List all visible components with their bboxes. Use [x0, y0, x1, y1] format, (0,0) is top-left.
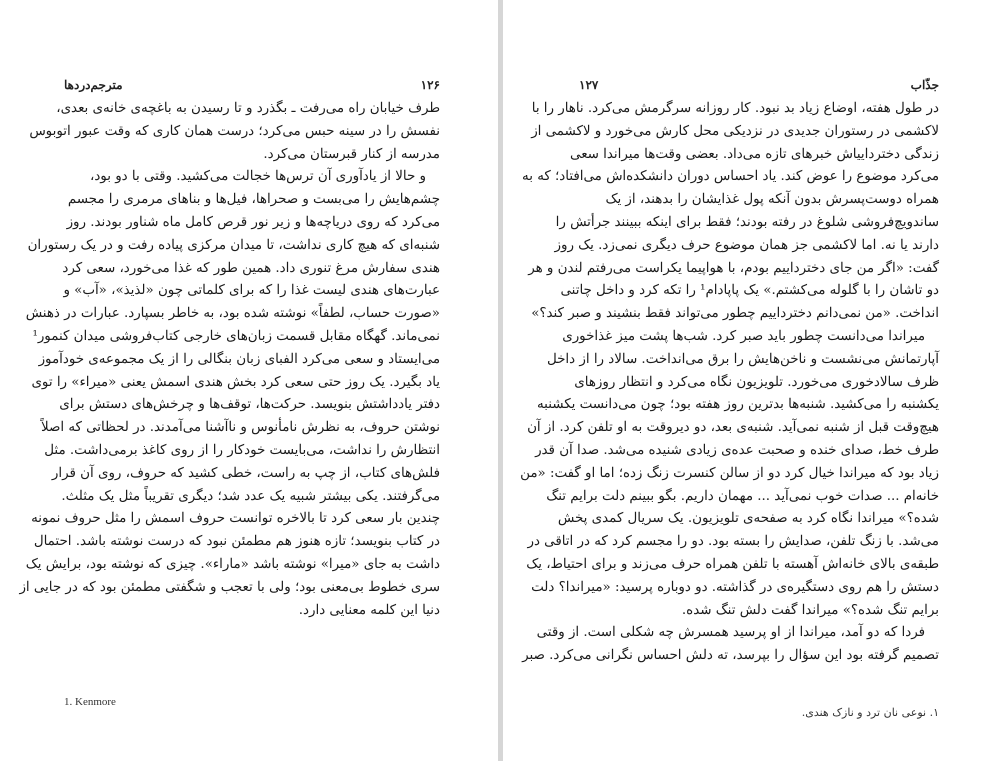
left-running-title: مترجم‌دردها [64, 78, 123, 92]
text-line: طرف خیابان راه می‌رفت ـ بگذرد و تا رسیدن به باغچه‌ی خانه‌ی بعدی، [56, 101, 440, 116]
text-line: چندین بار سعی کرد تا بالاخره توانست حروف اسمش را مثل حروف نمونه [31, 511, 440, 527]
left-page-number: ۱۲۶ [420, 78, 440, 92]
text-line: و حالا از یادآوری آن ترس‌ها خجالت می‌کشید. وقتی با دو بود، [90, 169, 426, 185]
text-line: چشم‌هایش را می‌بست و صحراها، فیل‌ها و بناهای مرمری را مجسم [67, 192, 440, 208]
text-line: ظرف سالادخوری می‌خورد. تلویزیون نگاه می‌کرد و انتظار روزهای [574, 374, 939, 390]
text-line: خانه‌ام ... صدات خوب نمی‌آید ... مهمان داریم. بگو ببینم دلت برایم تنگ [546, 488, 939, 504]
text-line: همراه دوست‌پسرش بدون آنکه پول غذایشان را بدهند، از یک [605, 192, 939, 208]
text-line: فردا که دو آمد، میراندا از او پرسید همسرش چه شکلی است. از وقتی [536, 625, 925, 641]
text-line: در کتاب بنویسد؛ تازه هنوز هم مطمئن نبود که درست نوشته باشد. احتمال [33, 534, 440, 550]
text-line: سری خطوط بی‌معنی بود؛ ولی با تعجب و شگفتی مطمئن بود که در جایی از [19, 579, 440, 595]
text-line: تصمیم گرفته بود این سؤال را بپرسد، ته دلش احساس نگرانی می‌کرد. صبر [522, 648, 939, 664]
text-line: زیاد بود که میراندا خیال کرد دو از سالن کنسرت زنگ زده؛ اما او گفت: «من [520, 465, 939, 481]
left-running-head [64, 76, 440, 94]
text-line: انتظارش را نداشت، می‌بایست خودکار را از روی کاغذ برمی‌داشت. مثل [44, 442, 440, 458]
text-line: شنبه‌ای که هیچ کاری نداشت، تا میدان مرکزی پیاده رفت و در یک رستوران [27, 237, 440, 253]
left-body-text [19, 98, 440, 622]
text-line: برایم تنگ شده؟» میراندا گفت دلش تنگ شده. [681, 602, 939, 618]
text-line: در طول هفته، اوضاع زیاد بد نبود. کار روزانه سرگرمش می‌کرد. ناهار را با [531, 101, 939, 116]
right-running-title: جذّاب [910, 78, 939, 92]
text-line: گفت: «اگر من جای دخترداییم بودم، با هواپیما یکراست می‌رفتم لندن و هر [528, 260, 939, 276]
right-page-number: ۱۲۷ [579, 78, 599, 92]
text-line: دستش را هم روی دستگیره‌ی در گذاشته. دو دوباره پرسید: «میراندا؟ دلت [531, 579, 939, 595]
text-line: می‌گرفتند. یکی بیشتر شبیه یک عدد شد؛ دیگری تقریباً مثل یک مثلث. [61, 488, 440, 504]
text-line: یاد بگیرد. یک روز حتی سعی کرد بخش هندی اسمش یعنی «میراء» را توی [31, 374, 440, 390]
text-line: هندی سفارش مرغ تنوری داد. همین طور که غذا می‌خورد، سعی کرد [62, 260, 440, 276]
text-line: «صورت حساب، لطفاً» نوشته شده بود، به خاطر بسپارد. عبارات در ذهنش [25, 306, 440, 322]
text-line: نوشتن حروف، به نظرش نامأنوس و ناآشنا می‌آمدند. در لحظاتی که اصلاً [41, 420, 440, 436]
text-line: شده؟» میراندا نگاه کرد به صفحه‌ی تلویزیون. یک سریال کمدی پخش [557, 511, 939, 527]
text-line: عبارت‌های هندی لیست غذا را که برای کلماتی چون «لذیذ»، «آب» و [63, 283, 440, 299]
text-line: داشت به جای «میرا» نوشته باشد «ماراء». چیزی که نوشته بود، برایش یک [25, 556, 440, 572]
text-line: دنیا این کلمه معنایی دارد. [298, 602, 440, 618]
text-line: می‌شد. با زنگ تلفن، صدایش را بسته بود. دو را مجسم کرد که در اتاقی در [527, 534, 939, 550]
text-line: می‌ایستاد و سعی می‌کرد الفبای زبان بنگالی را از یک مجموعه‌ی خودآموز [38, 351, 440, 367]
text-line: آپارتمانش می‌نشست و ناخن‌هایش را برق می‌انداخت. سالاد را از داخل [547, 351, 939, 367]
text-line: نفسش را در سینه حبس می‌کرد؛ درست همان کاری که وقت عبور اتوبوس [29, 123, 440, 139]
text-line: میراندا می‌دانست چطور باید صبر کرد. شب‌ها پشت میز غذاخوری [562, 328, 925, 344]
text-line: دفتر یادداشتش بنویسد. حرکت‌ها، توقف‌ها و چرخش‌های دستش برای [59, 397, 440, 413]
text-line: می‌کرد موضوع را عوض کند. یاد احساس دوران دانشکده‌اش می‌افتاد؛ که به [522, 169, 939, 185]
right-footnote: ۱. نوعی نان ترد و نازک هندی. [801, 706, 939, 719]
text-line: طرف خط، صدای خنده و صحبت عده‌ی زیادی شنیده می‌شد. صدا آن قدر [535, 442, 939, 458]
text-line: زندگی دخترداییاش خبرهای تازه می‌داد. بعضی وقت‌ها میراندا سعی [570, 146, 939, 162]
left-page [0, 0, 498, 761]
text-line: فلش‌های کتاب، از چپ به راست، خطی کشید که حروف، روی آن قرار [51, 465, 440, 481]
text-line: یکشنبه را می‌کشید. شنبه‌ها بدترین روز هفته بود؛ چون می‌دانست یکشنبه [537, 397, 939, 413]
text-line: لاکشمی در رستوران جدیدی در نزدیکی محل کارش می‌خورد و لاکشمی از [531, 123, 939, 139]
text-line: دارند یا نه. اما لاکشمی جز همان موضوع حرف دیگری نمی‌زد. یک روز [554, 237, 939, 253]
text-line: مدرسه از کنار قبرستان می‌کرد. [263, 146, 440, 162]
left-footnote: 1. Kenmore [64, 696, 116, 708]
right-page [503, 0, 1003, 761]
right-body-text [520, 98, 939, 668]
text-line: می‌کرد که روی دریاچه‌ها و زیر نور قرص کامل ماه شناور بودند. روز [66, 214, 440, 230]
right-running-head [579, 76, 939, 94]
text-line: ساندویچ‌فروشی شلوغ در رفته بودند؛ فقط برای اینکه ببینند جرأتش را [555, 214, 939, 230]
text-line: انداخت. «من نمی‌دانم دخترداییم چطور می‌تواند فقط بنشیند و صبر کند؟» [531, 306, 939, 322]
text-line: دو تاشان را با گلوله می‌کشتم.» یک پاپادام¹ را تکه کرد و داخل چاتنی [560, 283, 939, 299]
text-line: هیچ‌وقت قبل از شنبه نمی‌آید. شنبه‌ی بعد، دو دیروقت به او تلفن کرد. از آن [527, 420, 939, 436]
text-line: طبقه‌ی بالای خانه‌اش آهسته با تلفن همراه حرف می‌زند و برای احتیاط، یک [526, 556, 939, 572]
text-line: نمی‌ماند. گهگاه مقابل قسمت زبان‌های خارجی کتاب‌فروشی میدان کنمور¹ [32, 328, 440, 344]
